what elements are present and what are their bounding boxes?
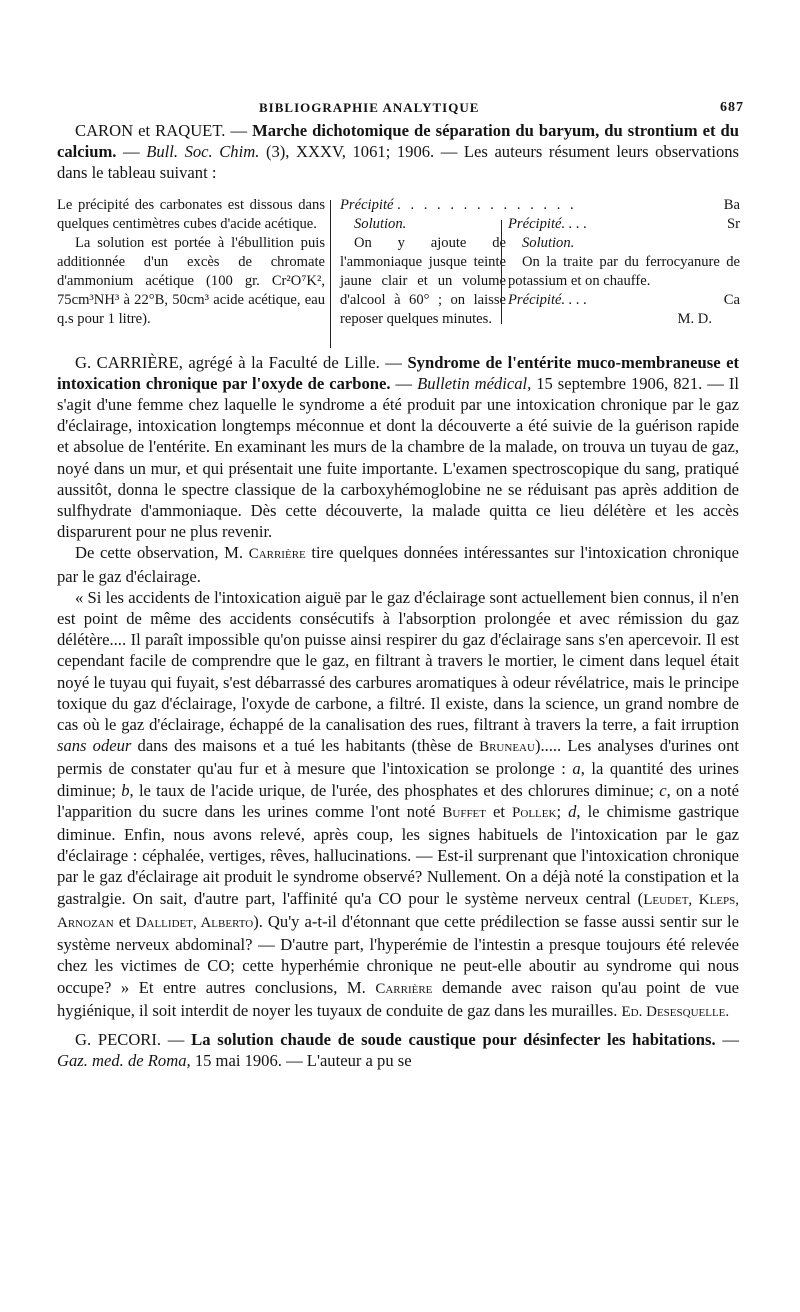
- running-title: BIBLIOGRAPHIE ANALYTIQUE: [259, 100, 480, 115]
- page-header: [57, 96, 744, 120]
- table-col2-solution: Solution.: [354, 215, 407, 232]
- article2-p2-text: De cette observation, M.: [75, 543, 244, 563]
- p3-text-g: et: [493, 801, 506, 821]
- article3-journal: Gaz. med. de Roma,: [57, 1051, 191, 1071]
- article2-p2-text2: tire quelques données intéressantes sur l'intoxication chronique par le gaz d'éclairage.: [57, 543, 739, 586]
- p3-text-h: ;: [556, 801, 562, 821]
- p3-text-b: dans des maisons et a tué les habitants (thèse de: [137, 736, 473, 756]
- table-col-1: [57, 196, 325, 329]
- table-precipite-ba-row: [340, 196, 740, 215]
- article1-title: Marche dichotomique de séparation du baryum, du strontium et du calcium.: [57, 121, 739, 162]
- article2-p2-name: Carrière: [248, 546, 306, 563]
- page-number: 687: [720, 100, 744, 115]
- article1-journal: Bull. Soc. Chim.: [146, 142, 260, 162]
- document-page: [57, 96, 744, 1071]
- p3-text-d: , la quantité des urines diminue;: [57, 759, 739, 800]
- table-signature: M. D.: [677, 310, 712, 327]
- p3-text-k: ). Qu'y a-t-il d'étonnant que cette prédilection se fasse aussi sentir sur le système nerveux abdominal? — D'autre part, l'hyperémie de l'intestin a presque toujours été relevée chez les victimes de CO; cette hyperhémie chronique ne peut-elle aboutir au syndrome qui nous occupe? » Et entre autres conclusions, M.: [57, 911, 740, 997]
- table-sr: Sr: [727, 215, 740, 232]
- p3-letter-a: a: [572, 759, 581, 779]
- table-col1-p1: Le précipité des carbonates est dissous dans quelques centimètres cubes d'acide acétique.: [57, 196, 325, 232]
- table-col-3: [508, 215, 740, 329]
- article-caron-raquet: [57, 120, 739, 184]
- p3-letter-b: b: [121, 780, 130, 800]
- article1-dash: —: [230, 121, 248, 140]
- table-sr-row: [508, 215, 740, 234]
- article2-dash: —: [395, 373, 413, 393]
- p3-name-buffet: Buffet: [442, 804, 486, 821]
- p3-letter-c: c: [659, 780, 667, 800]
- p3-name-bruneau: Bruneau: [479, 739, 535, 756]
- article2-title: Syndrome de l'entérite muco-membraneuse et intoxication chronique par l'oxyde de carbone.: [57, 352, 740, 393]
- p3-names-dallidet: Dallidet, Alberto: [135, 914, 254, 931]
- p3-text-i: , le chimisme gastrique diminue. Enfin, nous avons relevé, après coup, les signes habituels de l'intoxication par le gaz d'éclairage : céphalée, vertiges, rêves, hallucinations. — Est-il surprenant que l'intoxication chronique par le gaz d'éclairage ait produit le syndrome observé? Nullement. On a déjà noté la constipation et la gastralgie. On sait, d'autre part, l'affinité qu'a CO pour le système nerveux central (: [57, 801, 739, 908]
- article2-journal: Bulletin médical,: [417, 373, 532, 393]
- p3-text-a: « Si les accidents de l'intoxication aiguë par le gaz d'éclairage sont actuellement bien connus, il n'en est point de même des accidents consécutifs à l'absorption prolongée et avec rémission du gaz délétère.... Il paraît impossible qu'on puisse ainsi respirer du gaz d'éclairage sans s'en apercevoir. Il est cependant facile de comprendre que le gaz, en filtrant à travers le mortier, le ciment dans lequel était noyé le tuyau qui fuyait, s'est débarrassé des carbures aromatiques à odeur révélatrice, mais le principe toxique du gaz d'éclairage, l'oxyde de carbone, a filtré. Il existe, dans la science, un grand nombre de cas où le gaz d'éclairage, échappé de la canalisation des rues, filtrant à travers la terre, a fait irruption: [57, 587, 739, 735]
- table-col2-text: On y ajoute de l'ammoniaque jusque teinte jaune clair et un volume d'alcool à 60° ; on laisse reposer quelques minutes.: [340, 234, 506, 327]
- table-col2-leaders: . . . . . . . . . . . . . .: [397, 196, 577, 213]
- article3-title: La solution chaude de soude caustique pour désinfecter les habitations.: [191, 1029, 716, 1049]
- table-col-2: [340, 196, 740, 215]
- article-carriere: [57, 352, 739, 543]
- p3-name-pollek: Pollek: [512, 804, 557, 821]
- article3-author: G. PECORI. —: [75, 1029, 185, 1049]
- article3-ref: 15 mai 1906. — L'auteur a pu se: [194, 1051, 412, 1071]
- p3-text-l: demande avec raison qu'au point de vue hygiénique, il soit interdit de noyer les tuyaux de conduite de gaz dans les murailles.: [57, 977, 739, 1020]
- p3-letter-d: d: [568, 801, 577, 821]
- article-pecori: [57, 1029, 739, 1071]
- table-col3-precipite2: Précipité. . . .: [508, 291, 588, 308]
- brace-1: [330, 200, 336, 348]
- p3-name-carriere: Carrière: [375, 980, 433, 997]
- table-col3-solution: Solution.: [522, 234, 575, 251]
- table-ca: Ca: [723, 291, 740, 308]
- article1-ref: (3), XXXV, 1061; 1906. — Les auteurs résument leurs observations dans le tableau suivant :: [57, 142, 740, 183]
- table-col3-precipite: Précipité. . . .: [508, 215, 588, 232]
- table-ca-row: [508, 291, 740, 310]
- article2-author: G. CARRIÈRE, agrégé à la Faculté de Lille. —: [75, 352, 402, 372]
- p3-text-c: )..... Les analyses d'urines ont permis de constater qu'au fur et à mesure que l'intoxication se prolonge :: [57, 736, 739, 779]
- table-col2-precipite: Précipité: [340, 196, 394, 213]
- table-col-2-body: [340, 215, 506, 329]
- p3-text-j: et: [118, 911, 131, 931]
- article1-authors: CARON et RAQUET.: [75, 121, 226, 140]
- p3-text-e: , le taux de l'acide urique, de l'urée, des phosphates et des chlorures diminue;: [129, 780, 654, 800]
- p3-italic: sans odeur: [57, 736, 132, 756]
- p3-text-f: , on a noté l'apparition du sucre dans les urines comme l'ont noté: [57, 780, 739, 821]
- article2-paragraph-2: [57, 542, 739, 586]
- article2-ref: 15 septembre 1906, 821. — Il s'agit d'une femme chez laquelle le syndrome a été produit par une intoxication chronique par le gaz d'éclairage, intoxication longtemps méconnue et dont la découverte a été suivie de la guérison rapide et absolue de l'entérite. En examinant les murs de la chambre de la malade, on trouva un tuyau de gaz, noyé dans un mur, et qui présentait une fuite importante. L'examen spectroscopique du sang, pratiqué aussitôt, donna le spectre classique de la carboxyhémoglobine ne se réduisant pas après addition de sulfhydrate d'ammoniaque. Dès cette découverte, la malade quitta ce lieu délétère et les accès disparurent pour ne plus revenir.: [57, 373, 739, 542]
- p3-signature: Ed. Desesquelle.: [621, 1003, 730, 1020]
- article1-dash2: —: [123, 142, 140, 162]
- table-col1-p2: La solution est portée à l'ébullition puis additionnée d'un excès de chromate d'ammonium acétique (100 gr. Cr²O⁷K², 75cm³NH³ à 22°B, 50cm³ acide acétique, eau q.s pour 1 litre).: [57, 234, 325, 327]
- dichotomic-table: [57, 196, 739, 348]
- article2-paragraph-3: [57, 587, 739, 1023]
- table-ba: Ba: [723, 196, 740, 213]
- table-col3-text: On la traite par du ferrocyanure de potassium et on chauffe.: [508, 253, 740, 289]
- p3-names-leudet: Leudet, Kleps, Arnozan: [57, 891, 739, 931]
- article3-dash: —: [722, 1029, 739, 1049]
- brace-2: [501, 220, 507, 324]
